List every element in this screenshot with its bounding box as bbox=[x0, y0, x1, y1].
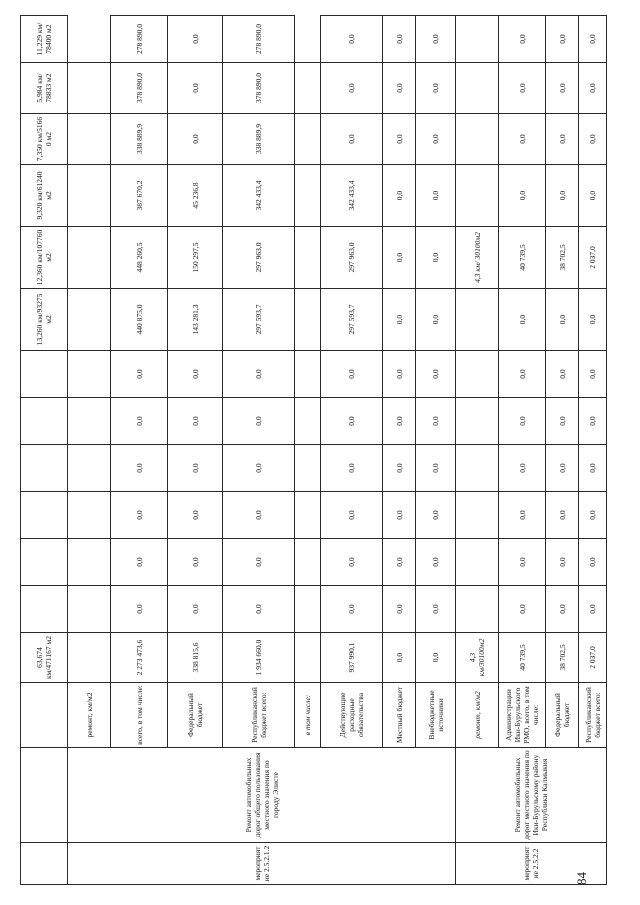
value-cell: 0,0 bbox=[383, 227, 416, 289]
row-label: в том числе: bbox=[295, 683, 321, 748]
value-cell bbox=[295, 586, 321, 633]
section-name: Ремонт автомобильных дорог общего пользования местного значения по городу Элисте bbox=[68, 748, 456, 843]
value-cell: 0,0 bbox=[223, 586, 295, 633]
value-cell: 338 889,9 bbox=[223, 114, 295, 165]
value-cell: 0,0 bbox=[546, 289, 579, 351]
page-number: 84 bbox=[574, 872, 589, 885]
column-header: 63,674 км/471167 м2 bbox=[21, 633, 68, 683]
column-header: 9,320 км/61240 м2 bbox=[21, 165, 68, 227]
value-cell: 448 260,5 bbox=[111, 227, 168, 289]
value-cell: 0,0 bbox=[546, 539, 579, 586]
value-cell: 0,0 bbox=[223, 351, 295, 398]
value-cell bbox=[295, 63, 321, 114]
value-cell: 0,0 bbox=[223, 492, 295, 539]
value-cell: 0,0 bbox=[383, 398, 416, 445]
row-label: Администрации Ики-Бурульского РМО, всего, в том числе: bbox=[499, 683, 546, 748]
value-cell: 0,0 bbox=[223, 539, 295, 586]
value-cell: 0,0 bbox=[546, 492, 579, 539]
table-row bbox=[456, 16, 499, 885]
value-cell: 1 934 660,0 bbox=[223, 633, 295, 683]
value-cell: 0,0 bbox=[383, 539, 416, 586]
value-cell: 0,0 bbox=[546, 586, 579, 633]
value-cell: 0,0 bbox=[499, 114, 546, 165]
value-cell: 0,0 bbox=[499, 165, 546, 227]
value-cell: 0,0 bbox=[416, 398, 456, 445]
value-cell bbox=[456, 289, 499, 351]
value-cell bbox=[456, 114, 499, 165]
value-cell: 0,0 bbox=[499, 398, 546, 445]
value-cell: 0,0 bbox=[579, 586, 607, 633]
value-cell: 0,0 bbox=[168, 351, 223, 398]
value-cell: 297 593,7 bbox=[223, 289, 295, 351]
value-cell: 0,0 bbox=[546, 351, 579, 398]
column-header: 13,260 км/93275 м2 bbox=[21, 289, 68, 351]
value-cell: 0,0 bbox=[321, 398, 383, 445]
value-cell bbox=[68, 586, 111, 633]
value-cell bbox=[295, 539, 321, 586]
value-cell: 0,0 bbox=[383, 63, 416, 114]
value-cell: 0,0 bbox=[499, 289, 546, 351]
value-cell: 0,0 bbox=[579, 165, 607, 227]
value-cell: 0,0 bbox=[579, 539, 607, 586]
value-cell: 0,0 bbox=[579, 351, 607, 398]
value-cell bbox=[456, 539, 499, 586]
value-cell: 150 297,5 bbox=[168, 227, 223, 289]
value-cell: 0,0 bbox=[168, 16, 223, 63]
section-name: Ремонт автомобильных дорог местного значения по Ики-Бурульскому району Республики Калмыкия bbox=[456, 748, 607, 843]
value-cell: 0,0 bbox=[499, 492, 546, 539]
value-cell: 0,0 bbox=[546, 114, 579, 165]
value-cell bbox=[68, 289, 111, 351]
value-cell: 0,0 bbox=[416, 16, 456, 63]
value-cell: 0,0 bbox=[416, 586, 456, 633]
section-code: мероприятие 2.5.2.2 bbox=[456, 843, 607, 885]
value-cell: 38 702,5 bbox=[546, 227, 579, 289]
column-header bbox=[21, 539, 68, 586]
value-cell bbox=[456, 398, 499, 445]
value-cell: 0,0 bbox=[579, 492, 607, 539]
value-cell: 0,0 bbox=[579, 63, 607, 114]
value-cell: 0,0 bbox=[383, 16, 416, 63]
value-cell: 0,0 bbox=[579, 114, 607, 165]
value-cell: 0,0 bbox=[168, 445, 223, 492]
column-header bbox=[21, 351, 68, 398]
value-cell: 0,0 bbox=[168, 586, 223, 633]
row-label: Местный бюджет bbox=[383, 683, 416, 748]
column-header bbox=[21, 586, 68, 633]
value-cell bbox=[68, 539, 111, 586]
value-cell: 0,0 bbox=[223, 398, 295, 445]
value-cell: 0,0 bbox=[416, 289, 456, 351]
value-cell: 0,0 bbox=[168, 63, 223, 114]
value-cell: 0,0 bbox=[223, 445, 295, 492]
value-cell: 0,0 bbox=[168, 539, 223, 586]
value-cell: 143 281,3 bbox=[168, 289, 223, 351]
row-label: всего, в том числе: bbox=[111, 683, 168, 748]
value-cell: 0,0 bbox=[111, 445, 168, 492]
row-label: ремонт, км/м2 bbox=[456, 683, 499, 748]
value-cell: 0,0 bbox=[321, 16, 383, 63]
value-cell: 342 433,4 bbox=[223, 165, 295, 227]
value-cell: 297 593,7 bbox=[321, 289, 383, 351]
value-cell bbox=[68, 351, 111, 398]
column-header bbox=[21, 683, 68, 748]
value-cell bbox=[456, 586, 499, 633]
value-cell bbox=[456, 351, 499, 398]
column-header bbox=[21, 398, 68, 445]
value-cell bbox=[456, 16, 499, 63]
section-code: мероприятие 2.5.2.1.2 bbox=[68, 843, 456, 885]
value-cell: 0,0 bbox=[546, 398, 579, 445]
value-cell bbox=[68, 492, 111, 539]
value-cell bbox=[295, 289, 321, 351]
value-cell bbox=[295, 445, 321, 492]
value-cell: 297 963,0 bbox=[223, 227, 295, 289]
value-cell: 0,0 bbox=[168, 114, 223, 165]
value-cell: 0,0 bbox=[383, 351, 416, 398]
value-cell: 338 889,9 bbox=[111, 114, 168, 165]
column-header: 11,229 км/ 78400 м2 bbox=[21, 16, 68, 63]
column-header bbox=[21, 843, 68, 885]
value-cell: 0,0 bbox=[111, 539, 168, 586]
value-cell: 0,0 bbox=[111, 398, 168, 445]
value-cell: 342 433,4 bbox=[321, 165, 383, 227]
value-cell bbox=[68, 445, 111, 492]
value-cell: 4,3 км/ 30100м2 bbox=[456, 227, 499, 289]
value-cell: 297 963,0 bbox=[321, 227, 383, 289]
value-cell: 0,0 bbox=[168, 492, 223, 539]
value-cell: 0,0 bbox=[416, 445, 456, 492]
value-cell: 0,0 bbox=[383, 445, 416, 492]
value-cell: 0,0 bbox=[416, 114, 456, 165]
budget-table bbox=[20, 15, 607, 885]
value-cell: 0,0 bbox=[383, 492, 416, 539]
table-row bbox=[68, 16, 111, 885]
column-header bbox=[21, 748, 68, 843]
value-cell bbox=[295, 165, 321, 227]
value-cell bbox=[295, 492, 321, 539]
value-cell: 937 990,1 bbox=[321, 633, 383, 683]
value-cell: 0,0 bbox=[499, 586, 546, 633]
value-cell bbox=[295, 633, 321, 683]
value-cell: 0,0 bbox=[321, 114, 383, 165]
value-cell bbox=[68, 114, 111, 165]
value-cell: 0,0 bbox=[383, 114, 416, 165]
row-label: Внебюджетные источники bbox=[416, 683, 456, 748]
value-cell: 0,0 bbox=[416, 227, 456, 289]
value-cell: 0,0 bbox=[416, 63, 456, 114]
value-cell: 0,0 bbox=[383, 586, 416, 633]
value-cell bbox=[456, 492, 499, 539]
column-header: 7,350 км/5166 0 м2 bbox=[21, 114, 68, 165]
value-cell: 338 815,6 bbox=[168, 633, 223, 683]
value-cell: 0,0 bbox=[321, 445, 383, 492]
value-cell: 0,0 bbox=[416, 633, 456, 683]
value-cell bbox=[68, 633, 111, 683]
value-cell: 0,0 bbox=[383, 289, 416, 351]
value-cell: 0,0 bbox=[546, 16, 579, 63]
value-cell bbox=[456, 63, 499, 114]
value-cell: 387 670,2 bbox=[111, 165, 168, 227]
value-cell: 0,0 bbox=[416, 351, 456, 398]
row-label: Федеральный бюджет bbox=[168, 683, 223, 748]
value-cell: 278 890,0 bbox=[111, 16, 168, 63]
value-cell: 0,0 bbox=[383, 165, 416, 227]
value-cell bbox=[456, 165, 499, 227]
value-cell: 278 890,0 bbox=[223, 16, 295, 63]
value-cell: 0,0 bbox=[546, 165, 579, 227]
header-row bbox=[21, 16, 68, 885]
column-header bbox=[21, 492, 68, 539]
value-cell: 0,0 bbox=[499, 63, 546, 114]
value-cell: 378 890,0 bbox=[111, 63, 168, 114]
value-cell: 2 037,0 bbox=[579, 227, 607, 289]
value-cell: 0,0 bbox=[111, 586, 168, 633]
value-cell: 0,0 bbox=[499, 539, 546, 586]
value-cell: 0,0 bbox=[579, 16, 607, 63]
value-cell bbox=[295, 351, 321, 398]
value-cell bbox=[295, 398, 321, 445]
value-cell: 0,0 bbox=[546, 63, 579, 114]
value-cell: 38 702,5 bbox=[546, 633, 579, 683]
value-cell bbox=[68, 165, 111, 227]
value-cell: 0,0 bbox=[499, 351, 546, 398]
row-label: Республиканский бюджет всего: bbox=[223, 683, 295, 748]
value-cell: 0,0 bbox=[416, 539, 456, 586]
value-cell: 0,0 bbox=[321, 351, 383, 398]
value-cell: 0,0 bbox=[321, 492, 383, 539]
value-cell: 0,0 bbox=[383, 633, 416, 683]
value-cell: 0,0 bbox=[321, 586, 383, 633]
value-cell: 4,3 км/30100м2 bbox=[456, 633, 499, 683]
value-cell: 440 875,0 bbox=[111, 289, 168, 351]
value-cell: 0,0 bbox=[499, 445, 546, 492]
value-cell: 40 739,5 bbox=[499, 633, 546, 683]
value-cell bbox=[295, 227, 321, 289]
value-cell: 2 273 473,6 bbox=[111, 633, 168, 683]
value-cell bbox=[68, 63, 111, 114]
row-label: Федеральный бюджет bbox=[546, 683, 579, 748]
row-label: Республиканский бюджет всего: bbox=[579, 683, 607, 748]
value-cell: 45 236,8 bbox=[168, 165, 223, 227]
row-label: Действующие расходные обязательства bbox=[321, 683, 383, 748]
value-cell: 0,0 bbox=[168, 398, 223, 445]
column-header bbox=[21, 445, 68, 492]
value-cell: 0,0 bbox=[579, 289, 607, 351]
value-cell: 0,0 bbox=[546, 445, 579, 492]
column-header: 12,360 км/107760 м2 bbox=[21, 227, 68, 289]
value-cell: 0,0 bbox=[416, 492, 456, 539]
value-cell: 0,0 bbox=[111, 351, 168, 398]
value-cell: 0,0 bbox=[579, 445, 607, 492]
value-cell: 2 037,0 bbox=[579, 633, 607, 683]
value-cell bbox=[68, 227, 111, 289]
column-header: 5,984 км/ 78833 м2 bbox=[21, 63, 68, 114]
value-cell bbox=[456, 445, 499, 492]
value-cell: 0,0 bbox=[111, 492, 168, 539]
value-cell: 0,0 bbox=[321, 539, 383, 586]
row-label: ремонт, км/м2 bbox=[68, 683, 111, 748]
value-cell bbox=[295, 114, 321, 165]
value-cell: 0,0 bbox=[416, 165, 456, 227]
value-cell: 378 890,0 bbox=[223, 63, 295, 114]
value-cell: 40 739,5 bbox=[499, 227, 546, 289]
value-cell: 0,0 bbox=[499, 16, 546, 63]
value-cell: 0,0 bbox=[321, 63, 383, 114]
value-cell bbox=[68, 398, 111, 445]
value-cell: 0,0 bbox=[579, 398, 607, 445]
